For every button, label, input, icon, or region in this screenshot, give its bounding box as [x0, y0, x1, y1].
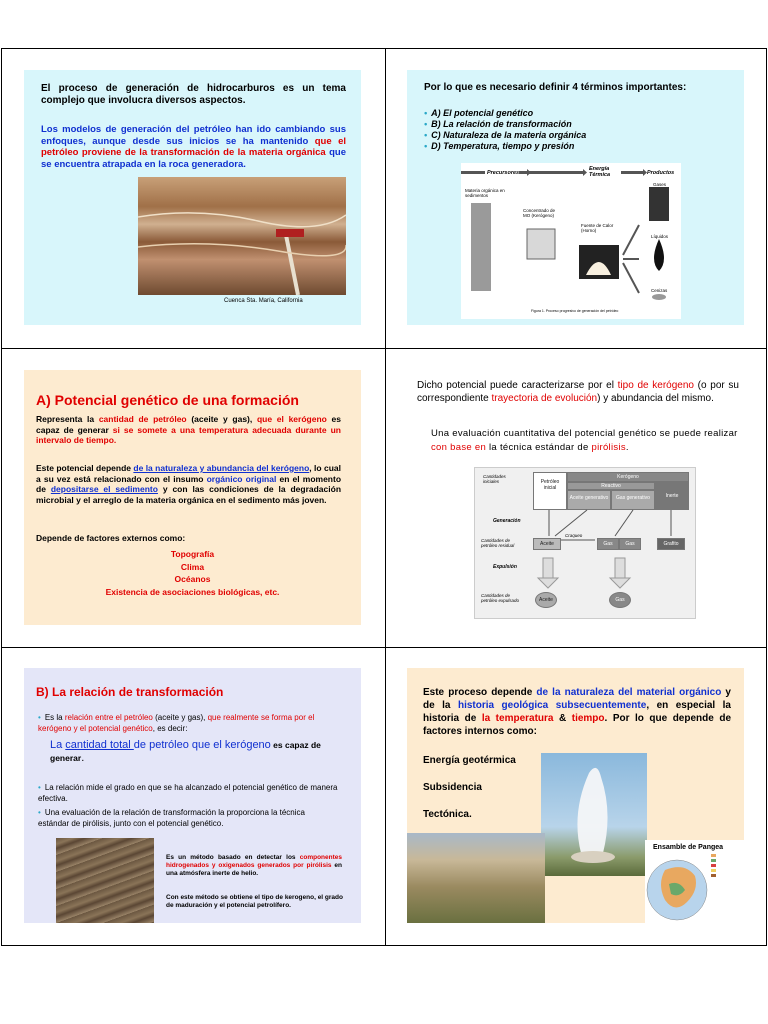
row-divider-2	[2, 647, 766, 648]
slide-3-title: A) Potencial genético de una formación	[36, 392, 299, 408]
bullet-degree	[38, 783, 338, 804]
factor-clima: Clima	[180, 561, 205, 572]
total-quantity-text	[50, 739, 350, 765]
fig-energia: Energía Térmica	[589, 166, 611, 178]
proc-b: de la naturaleza del material orgánico	[536, 687, 722, 698]
dep-c: , lo cual a su vez está relacionado con el insumo	[36, 463, 341, 484]
slide-4	[407, 370, 744, 625]
diag-gas-res-2: Gas	[619, 538, 641, 550]
slide-1-models-a: Los modelos de generación del petróleo han ido cambiando sus enfoques, aunque desde sus inicios se ha mantenido	[41, 124, 346, 147]
bullet-evaluation	[38, 808, 338, 829]
proc-g: &	[553, 713, 572, 724]
term-d-label: D) Temperatura, tiempo y presión	[431, 141, 575, 151]
fig-caption: Figura 1. Proceso progresivo de generación del petróleo	[531, 309, 619, 313]
diag-kerogeno: Kerógeno	[567, 472, 689, 482]
pyrolysis-results: Con este método se obtiene el tipo de kerogeno, el grado de maduración y el potencial petrolífero.	[166, 894, 343, 909]
rel-d: que realmente se forma por el kerógeno y el potencial genético	[38, 713, 315, 733]
slide-3-external: Depende de factores externos como:	[36, 533, 186, 543]
proc-a: Este proceso depende	[423, 687, 537, 698]
diag-craqueo: Craqueo	[565, 533, 583, 538]
photo-caption: Cuenca Sta. María, California	[224, 298, 303, 304]
geyser-plume-icon	[541, 753, 647, 876]
def-d: que el kerógeno	[256, 414, 327, 424]
slide-4-characterization	[417, 380, 739, 405]
rel-b: relación entre el petróleo	[64, 713, 153, 722]
rel-c: (aceite y gas),	[152, 713, 208, 722]
diag-gas-exp: Gas	[609, 592, 631, 608]
factor-tectonica: Tectónica.	[423, 809, 472, 820]
external-factors	[24, 548, 361, 598]
evaluation-text: Una evaluación de la relación de transformación la proporciona la técnica estándar de pirólisis, junto con el potencial genético.	[38, 808, 305, 828]
char-d: trayectoria de evolución	[491, 392, 598, 404]
slide-3	[24, 370, 361, 625]
dep-a: Este potencial depende	[36, 463, 134, 473]
total-e: .	[81, 752, 85, 764]
char-c: (o por su correspondiente	[417, 380, 739, 404]
slide-6	[407, 668, 744, 923]
bullet-relation	[38, 713, 348, 734]
char-a: Dicho potencial puede caracterizarse por el	[417, 380, 618, 391]
slide-4-evaluation	[431, 427, 741, 455]
diag-aceite: Aceite	[533, 538, 561, 550]
slide-1-models-b: que el petróleo proviene de la transformación de la materia orgánica	[41, 135, 347, 158]
def-e: es capaz de generar	[36, 414, 341, 435]
method-b: componentes hidrogenados y oxigenados generados por pirólisis	[166, 854, 342, 869]
factor-subsidencia: Subsidencia	[423, 782, 482, 793]
globe-icon	[645, 840, 744, 923]
slide-5	[24, 668, 361, 923]
eval-d: pirólisis	[591, 442, 626, 453]
diag-generacion: Generación	[493, 518, 521, 524]
method-a: Es un método basado en detectar los	[166, 854, 300, 861]
method-c: en una atmósfera inerte de helio.	[166, 862, 342, 877]
diag-gas-gen: Gas generativo	[611, 490, 655, 510]
proc-d: historia geológica subsecuentemente	[457, 700, 647, 711]
proc-h: tiempo	[571, 713, 605, 724]
diag-cant-exp: Cantidades de petróleo expulsado	[481, 593, 520, 603]
factor-geotermica: Energía geotérmica	[423, 755, 516, 766]
term-d	[424, 141, 586, 152]
row-divider-1	[2, 348, 766, 349]
diag-aceite-exp: Aceite	[535, 592, 557, 608]
diag-arrows	[475, 468, 695, 618]
generation-process-figure	[461, 163, 681, 319]
rel-e: , es decir:	[152, 723, 188, 733]
dep-b: de la naturaleza y abundancia del kerógeno	[133, 463, 310, 473]
degree-text: La relación mide el grado en que se ha alcanzado el potencial genético de manera efectiva.	[38, 783, 338, 803]
factor-biologicas: Existencia de asociaciones biológicas, etc.	[105, 586, 280, 597]
slide-1-models	[41, 124, 346, 170]
slide-5-title: B) La relación de transformación	[36, 685, 224, 699]
dep-e: en el momento de	[36, 473, 342, 494]
eval-a: Una evaluación cuantitativa del potencial genético se puede realizar	[431, 428, 738, 439]
rock-outcrop-photo	[138, 177, 346, 295]
rel-a: Es la	[44, 713, 65, 722]
pyrolysis-method	[166, 854, 342, 878]
slide-2-title: Por lo que es necesario definir 4 términos importantes:	[424, 82, 687, 93]
total-a: La	[50, 739, 66, 751]
diag-grafito: Grafito	[657, 538, 685, 550]
fig-concentrado: Concentrado de MO (Kerógeno)	[523, 208, 556, 218]
term-c-label: C) Naturaleza de la materia orgánica	[431, 130, 587, 140]
proc-e: , en especial la historia de	[423, 700, 731, 724]
total-b: cantidad total	[65, 739, 134, 751]
diag-expulsion: Expulsión	[493, 564, 517, 570]
term-a	[424, 108, 586, 119]
diag-reactivo: Reactivo	[567, 482, 655, 490]
proc-c: y de la	[423, 687, 731, 711]
factor-topografia: Topografía	[170, 549, 215, 559]
char-e: ) y abundancia del mismo.	[597, 392, 714, 404]
total-c: de petróleo que el kerógeno	[133, 739, 271, 751]
pyrolysis-diagram	[474, 467, 696, 619]
eval-c: la técnica estándar de	[486, 442, 592, 453]
eval-e: .	[625, 442, 629, 453]
fig-productos: Productos	[647, 170, 675, 176]
term-b	[424, 119, 586, 130]
fig-arrows	[461, 163, 681, 319]
terms-list	[424, 108, 586, 152]
fig-cenizas: Cenizas	[651, 288, 668, 293]
def-b: cantidad de petróleo	[98, 414, 187, 424]
fig-fuente: Fuente de Calor (Horno)	[581, 223, 614, 233]
eval-b: con base en	[431, 442, 487, 453]
slide-1-models-c: que se encuentra atrapada en la roca generadora.	[41, 147, 346, 170]
column-divider	[385, 49, 386, 945]
diag-gas-res-1: Gas	[597, 538, 619, 550]
fig-liquidos: Líquidos	[651, 234, 669, 239]
def-a: Representa la	[36, 414, 99, 424]
def-c: (aceite y gas),	[186, 414, 257, 424]
sediment-photo	[56, 838, 154, 923]
diag-cant-ini: Cantidades iniciales	[483, 474, 506, 484]
slide-6-process	[423, 686, 731, 738]
factor-oceanos: Océanos	[174, 574, 211, 584]
total-d: es capaz de generar	[50, 740, 321, 763]
pangea-map	[645, 840, 744, 923]
diag-aceite-gen: Aceite generativo	[567, 490, 611, 510]
pangea-map-title: Ensamble de Pangea	[653, 844, 724, 851]
fig-gases: Gases	[653, 182, 667, 187]
proc-f: la temperatura	[481, 713, 554, 724]
dep-d: orgánico original	[206, 473, 277, 484]
term-c	[424, 130, 586, 141]
geyser-photo	[541, 753, 647, 876]
slide-3-definition	[36, 414, 341, 446]
term-b-label: B) La relación de transformación	[431, 119, 572, 129]
char-b: tipo de kerógeno	[617, 380, 694, 391]
slide-1-intro: El proceso de generación de hidrocarburos es un tema complejo que involucra diversos aspectos.	[41, 83, 346, 106]
slide-2	[407, 70, 744, 325]
diag-cant-res: Cantidades de petróleo residual	[481, 538, 515, 548]
def-f: si se somete a una temperatura adecuada durante un intervalo de tiempo.	[36, 424, 342, 445]
dep-g: y con las condiciones de la degradación microbial y el arreglo de la materia orgánica en el sedimento más joven.	[36, 484, 342, 505]
proc-i: . Por lo que depende de factores internos como:	[423, 713, 732, 737]
hammer-icon	[138, 177, 346, 295]
fig-precursores: Precursores	[487, 170, 520, 176]
term-a-label: A) El potencial genético	[431, 108, 534, 118]
landscape-photo	[407, 833, 545, 923]
dep-f: depositarse el sedimento	[50, 484, 158, 494]
diag-inerte: Inerte	[655, 482, 689, 510]
diag-petroleo-ini: Petróleo inicial	[533, 472, 567, 510]
slide-1	[24, 70, 361, 325]
slide-3-dependence	[36, 463, 341, 505]
fig-materia: Materia orgánica en sedimentos	[465, 188, 505, 198]
